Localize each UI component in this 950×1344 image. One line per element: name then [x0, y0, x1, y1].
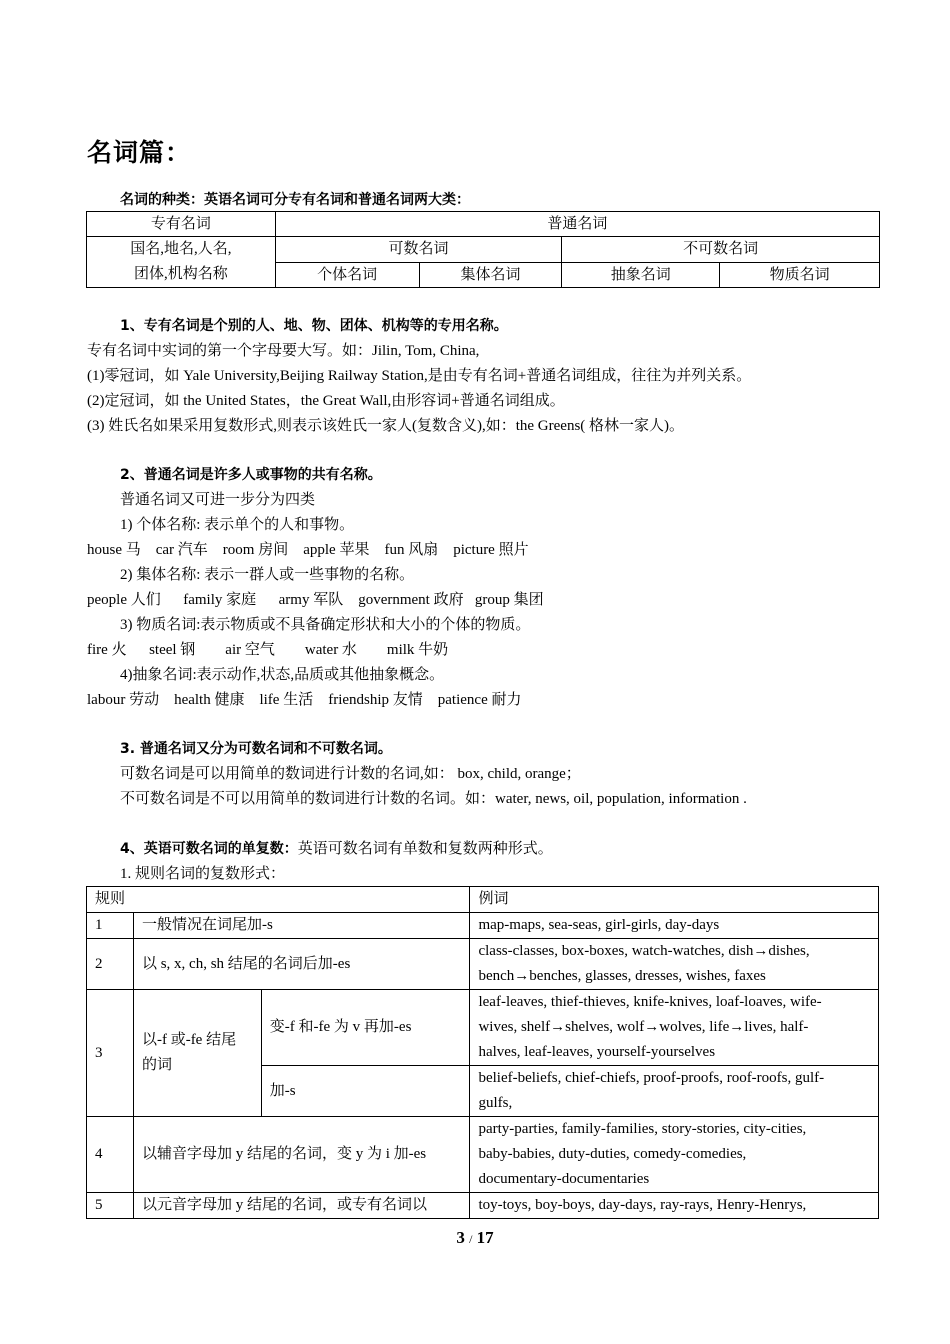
section-2-line-6: 3) 物质名词:表示物质或不具备确定形状和大小的个体的物质。	[120, 617, 531, 633]
row-3a-example-line-3: halves, leaf-leaves, yourself-yourselves	[478, 1044, 716, 1060]
section-1-heading: 1、专有名词是个别的人、地、物、团体、机构等的专用名称。	[120, 318, 508, 334]
row-1-example: map-maps, sea-seas, girl-girls, day-days	[470, 913, 879, 939]
row-2-rule: 以 s, x, ch, sh 结尾的名词后加-es	[133, 939, 470, 990]
row-3a-example-line-2: wives, shelf→shelves, wolf→wolves, life→lives, half-	[478, 1019, 809, 1035]
cell-uncountable: 不可数名词	[562, 237, 880, 263]
row-2-example	[470, 939, 879, 990]
row-3-rule	[133, 990, 261, 1117]
row-4-example-line-2: baby-babies, duty-duties, comedy-comedies,	[478, 1146, 747, 1162]
row-5-number: 5	[87, 1193, 134, 1219]
proper-desc-line-2: 团体,机构名称	[133, 266, 228, 282]
row-2-example-line-1: class-classes, box-boxes, watch-watches, dish→dishes,	[478, 943, 810, 959]
section-2-line-5: people 人们 family 家庭 army 军队 government 政府 group 集团	[87, 592, 544, 608]
section-2-line-4: 2) 集体名称: 表示一群人或一些事物的名称。	[120, 567, 415, 583]
section-1-line-3: (2)定冠词，如 the United States，the Great Wall,由形容词+普通名词组成。	[87, 393, 565, 409]
header-example: 例词	[470, 887, 879, 913]
section-4-line-1: 1. 规则名词的复数形式：	[120, 866, 286, 882]
intro-heading: 名词的种类：英语名词可分专有名词和普通名词两大类：	[120, 192, 470, 208]
section-2-heading: 2、普通名词是许多人或事物的共有名称。	[120, 467, 382, 483]
section-4-heading	[120, 839, 553, 859]
row-4-example-line-3: documentary-documentaries	[478, 1171, 650, 1187]
section-3-line-2: 不可数名词是不可以用简单的数词进行计数的名词。如：water, news, oil, population, information .	[120, 791, 747, 807]
row-3b-subrule: 加-s	[261, 1066, 470, 1117]
row-5-example: toy-toys, boy-boys, day-days, ray-rays, Henry-Henrys,	[470, 1193, 879, 1219]
noun-type-table	[86, 211, 880, 288]
row-3a-subrule: 变-f 和-fe 为 v 再加-es	[261, 990, 470, 1066]
section-4-heading-rest: 英语可数名词有单数和复数两种形式。	[297, 841, 553, 857]
cell-proper-desc	[87, 237, 276, 288]
row-3-rule-line-1: 以-f 或-fe 结尾	[141, 1032, 237, 1048]
row-2-number: 2	[87, 939, 134, 990]
row-3-number: 3	[87, 990, 134, 1117]
cell-proper: 专有名词	[87, 212, 276, 237]
row-4-rule: 以辅音字母加 y 结尾的名词，变 y 为 i 加-es	[133, 1117, 470, 1193]
section-4-heading-bold: 4、英语可数名词的单复数：	[120, 841, 298, 857]
cell-common: 普通名词	[275, 212, 879, 237]
section-2-line-3: house 马 car 汽车 room 房间 apple 苹果 fun 风扇 picture 照片	[87, 542, 529, 558]
row-4-example-line-1: party-parties, family-families, story-stories, city-cities,	[478, 1121, 807, 1137]
row-1-rule: 一般情况在词尾加-s	[133, 913, 470, 939]
page-total: 17	[476, 1228, 494, 1247]
row-2-example-line-2: bench→benches, glasses, dresses, wishes, faxes	[478, 968, 766, 984]
row-3a-example	[470, 990, 879, 1066]
section-2-line-8: 4)抽象名词:表示动作,状态,品质或其他抽象概念。	[120, 667, 445, 683]
section-3-line-1: 可数名词是可以用简单的数词进行计数的名词,如： box, child, orange；	[120, 766, 581, 782]
cell-countable: 可数名词	[275, 237, 562, 263]
row-1-number: 1	[87, 913, 134, 939]
row-3a-example-line-1: leaf-leaves, thief-thieves, knife-knives, loaf-loaves, wife-	[478, 994, 822, 1010]
header-rule: 规则	[87, 887, 470, 913]
section-2-line-1: 普通名词又可进一步分为四类	[120, 492, 316, 508]
page-current: 3	[456, 1228, 465, 1247]
page-title: 名词篇：	[87, 138, 192, 167]
section-1-line-1: 专有名词中实词的第一个字母要大写。如：Jilin, Tom, China,	[87, 343, 480, 359]
proper-desc-line-1: 国名,地名,人名,	[130, 241, 232, 257]
row-3-rule-line-2: 的词	[141, 1057, 172, 1073]
section-1-line-2: (1)零冠词，如 Yale University,Beijing Railway Station,是由专有名词+普通名词组成，往往为并列关系。	[87, 368, 752, 384]
section-3-heading: 3. 普通名词又分为可数名词和不可数名词。	[120, 741, 392, 757]
section-2-line-7: fire 火 steel 钢 air 空气 water 水 milk 牛奶	[87, 642, 449, 658]
row-3b-example	[470, 1066, 879, 1117]
section-2-line-2: 1) 个体名称: 表示单个的人和事物。	[120, 517, 355, 533]
page-number	[0, 1228, 950, 1248]
plural-rules-table	[86, 886, 879, 1219]
cell-material: 物质名词	[720, 262, 880, 288]
section-1-line-4: (3) 姓氏名如果采用复数形式,则表示该姓氏一家人(复数含义),如：the Greens( 格林一家人)。	[87, 418, 685, 434]
row-5-rule: 以元音字母加 y 结尾的名词，或专有名词以	[133, 1193, 470, 1219]
section-2-line-9: labour 劳动 health 健康 life 生活 friendship 友情 patience 耐力	[87, 692, 522, 708]
row-3b-example-line-1: belief-beliefs, chief-chiefs, proof-proofs, roof-roofs, gulf-	[478, 1070, 825, 1086]
cell-abstract: 抽象名词	[562, 262, 720, 288]
cell-individual: 个体名词	[275, 262, 419, 288]
row-3b-example-line-2: gulfs,	[478, 1095, 513, 1111]
row-4-number: 4	[87, 1117, 134, 1193]
page-separator: /	[469, 1232, 473, 1246]
row-4-example	[470, 1117, 879, 1193]
cell-collective: 集体名词	[419, 262, 562, 288]
